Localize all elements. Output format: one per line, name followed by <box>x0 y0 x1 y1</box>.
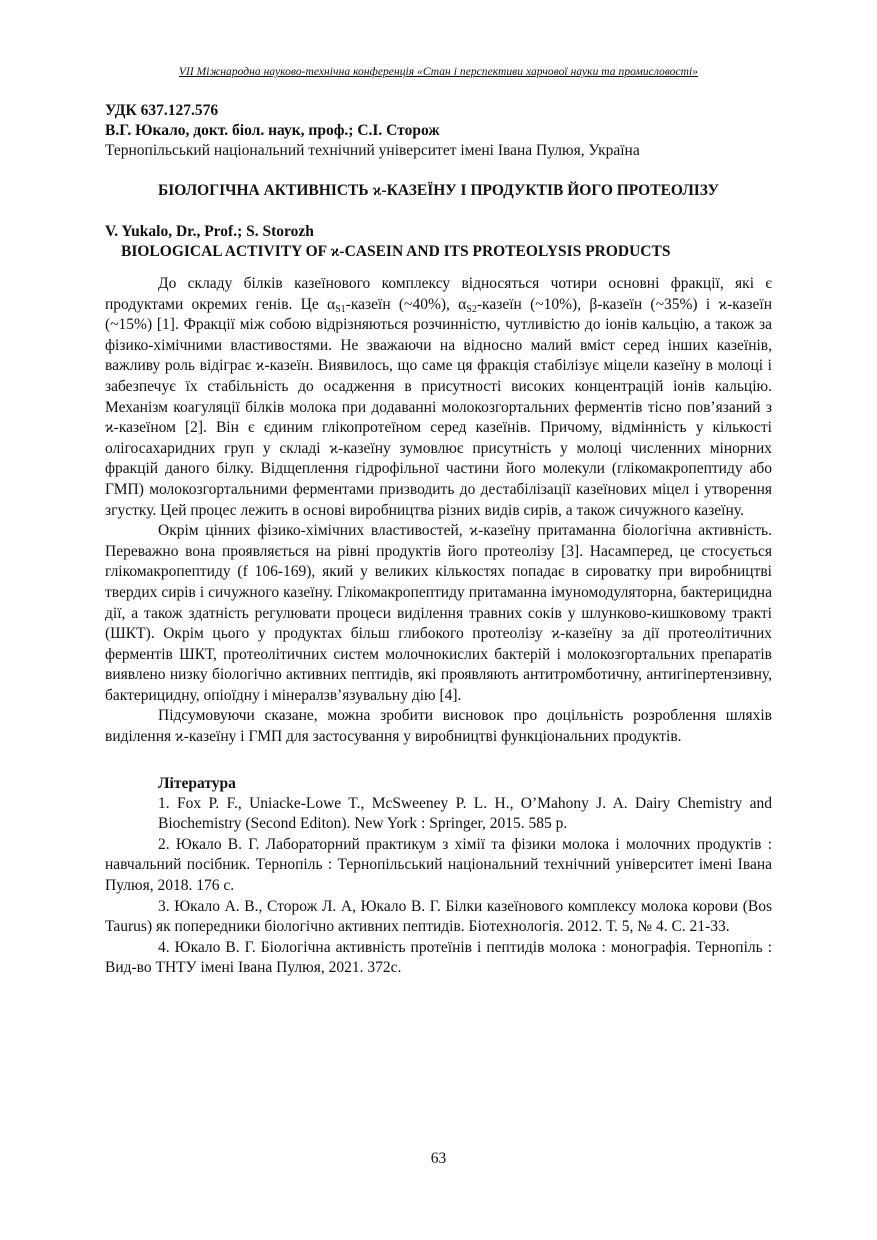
authors-ua: В.Г. Юкало, докт. біол. наук, проф.; С.І. Сторож <box>105 122 440 139</box>
article-body <box>105 101 772 979</box>
paragraph-intro <box>105 274 772 521</box>
references-heading: Література <box>158 774 236 792</box>
reference-item: 4. Юкало В. Г. Біологічна активність протеїнів і пептидів молока : монографія. Тернопіль : Вид-во ТНТУ імені Івана Пулюя, 2021. 372с. <box>105 938 772 977</box>
udc-code: УДК 637.127.576 <box>105 102 219 119</box>
title-en: BIOLOGICAL ACTIVITY OF ϰ-CASEIN AND ITS PROTEOLYSIS PRODUCTS <box>121 243 671 260</box>
reference-item: 2. Юкало В. Г. Лабораторний практикум з хімії та фізики молока і молочних продуктів : навчальний посібник. Тернопіль : Тернопільський національний технічний університет імені Івана Пулюя, 2018. 176 с. <box>105 835 772 895</box>
para1-text-a: До складу білків казеїнового комплексу відносяться чотири основні фракції, які є продуктами окремих генів. Це α <box>105 275 772 313</box>
paragraph-conclusion: Підсумовуючи сказане, можна зробити висновок про доцільність розроблення шляхів виділення ϰ-казеїну і ГМП для застосування у виробництві функціональних продуктів. <box>105 707 772 746</box>
affiliation-ua: Тернопільський національний технічний університет імені Івана Пулюя, Україна <box>105 142 640 159</box>
para1-text-c: -казеїн (~10%), β-казеїн (~35%) і ϰ-казеїн (~15%) [1]. Фракції між собою відрізняються розчинністю, чутливістю до іонів кальцію, а також за фізико-хімічними властивостями. Не зважаючи на відносно малий вміст серед інших казеїнів, важливу роль відіграє ϰ-казеїн. Виявилось, що саме ця фракція стабілізує міцели казеїну в молоці і забезпечує їх стабільність до осадження в присутності високих концентрацій іонів кальцію. Механізм коагуляції білків молока при додаванні молокозгортальних ферментів тісно пов’язаний з ϰ-казеїном [2]. Він є єдиним глікопротеїном серед казеїнів. Причому, відмінність у кількості олігосахаридних груп у складі ϰ-казеїну зумовлює присутність у молоці численних мінорних фракцій даного білку. Відщеплення гідрофільної частини його молекули (глікомакропептиду або ГМП) молокозгортальними ферментами призводить до дестабілізації казеїнових міцел і утворення згустку. Цей процес лежить в основі виробництва різних видів сирів, а також сичужного казеїну. <box>105 295 773 519</box>
authors-en: V. Yukalo, Dr., Prof.; S. Storozh <box>105 223 314 240</box>
reference-item: 1. Fox P. F., Uniacke-Lowe T., McSweeney P. L. H., O’Mahony J. A. Dairy Chemistry and Biochemistry (Second Editon). New York : Springer, 2015. 585 p. <box>158 794 772 833</box>
para1-text-b: -казеїн (~40%), α <box>345 295 467 313</box>
para1-subscript-b: S2 <box>466 303 477 315</box>
page-number: 63 <box>430 1150 447 1167</box>
reference-item: 3. Юкало А. В., Сторож Л. А, Юкало В. Г. Білки казеїнового комплексу молока корови (Bos Taurus) як попередники біологічно активних пептидів. Біотехнологія. 2012. Т. 5, № 4. С. 21-33. <box>105 897 772 936</box>
paragraph-activity: Окрім цінних фізико-хімічних властивостей, ϰ-казеїну притаманна біологічна активність. Переважно вона проявляється на рівні продуктів його протеолізу [3]. Насамперед, це стосується глікомакропептиду (f 106-169), який у великих кількостях попадає в сироватку при виробництві твердих сирів і сичужного казеїну. Глікомакропептиду притаманна імуномодуляторна, бактерицидна дії, а також здатність регулювати процеси виділення травних соків у шлунково-кишковому тракті (ШКТ). Окрім цього у продуктах більш глибокого протеолізу ϰ-казеїну за дії протеолітичних ферментів ШКТ, протеолітичних систем молочнокислих бактерій і молокозгортальних препаратів виявлено низку біологічно активних пептидів, які проявляють антитромботичну, антигіпертензивну, бактерицидну, опіоїдну і мінералзв’язувальну дію [4]. <box>105 522 772 704</box>
para1-subscript-a: S1 <box>335 303 346 315</box>
running-header: VII Міжнародна науково-технічна конференція «Стан і перспективи харчової науки та промисловості» <box>178 66 699 78</box>
title-ua: БІОЛОГІЧНА АКТИВНІСТЬ ϰ-КАЗЕЇНУ І ПРОДУКТІВ ЙОГО ПРОТЕОЛІЗУ <box>158 182 719 199</box>
